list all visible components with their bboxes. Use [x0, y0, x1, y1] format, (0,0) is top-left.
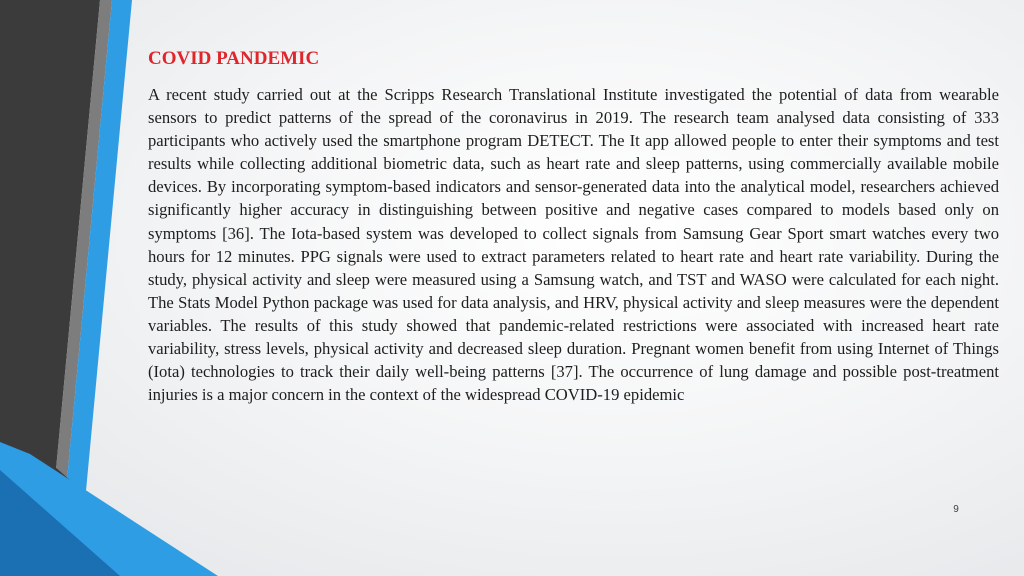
slide-body-text: A recent study carried out at the Scripps Research Translational Institute investigated the potential of data from wearable sensors to predict patterns of the spread of the coronavirus in 2019. The research team analysed data consisting of 333 participants who actively used the smartphone program DETECT. The It app allowed people to enter their symptoms and test results while collecting additional biometric data, such as heart rate and sleep patterns, using commercially available mobile devices. By incorporating symptom-based indicators and sensor-generated data into the analytical model, researchers achieved significantly higher accuracy in distinguishing between positive and negative cases compared to models based only on symptoms [36]. The Iota-based system was developed to collect signals from Samsung Gear Sport smart watches every two hours for 12 minutes. PPG signals were used to extract parameters related to heart rate and heart rate variability. During the study, physical activity and sleep were measured using a Samsung watch, and TST and WASO were calculated for each night. The Stats Model Python package was used for data analysis, and HRV, physical activity and sleep measures were the dependent variables. The results of this study showed that pandemic-related restrictions were associated with increased heart rate variability, stress levels, physical activity and decreased sleep duration. Pregnant women benefit from using Internet of Things (Iota) technologies to track their daily well-being patterns [37]. The occurrence of lung damage and possible post-treatment injuries is a major concern in the context of the widespread COVID-19 epidemic [148, 85, 999, 405]
page-number: 9 [953, 504, 959, 515]
slide-title: COVID PANDEMIC [148, 48, 320, 69]
